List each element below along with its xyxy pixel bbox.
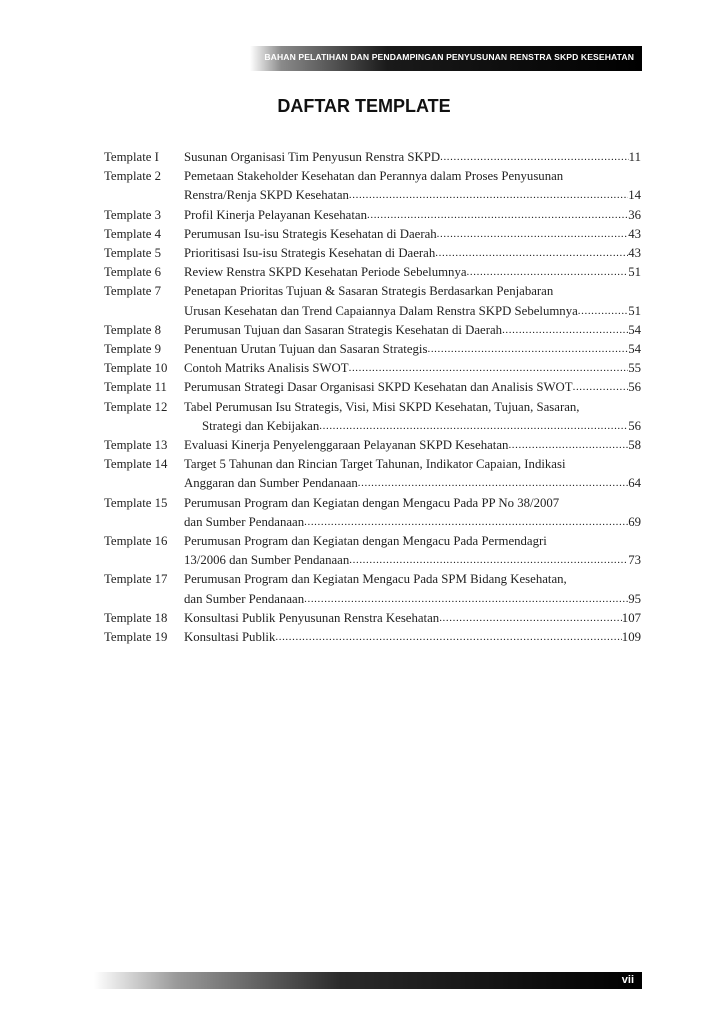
toc-entry[interactable]: [104, 263, 641, 282]
page-title: DAFTAR TEMPLATE: [277, 96, 451, 116]
title-line: Perumusan Tujuan dan Sasaran Strategis Kesehatan di Daerah: [184, 322, 503, 337]
title-line: Perumusan Strategi Dasar Organisasi SKPD Kesehatan dan Analisis SWOT: [184, 380, 573, 395]
template-number: Template 5: [104, 246, 162, 261]
toc-entry[interactable]: [104, 436, 641, 455]
template-number: Template 18: [104, 610, 168, 625]
dot-leader: [437, 225, 629, 244]
toc-entry[interactable]: [104, 628, 641, 647]
toc-entry[interactable]: [104, 359, 641, 378]
page-ref: 51: [628, 265, 641, 280]
dot-leader: [427, 340, 628, 359]
title-line: Konsultasi Publik: [184, 630, 276, 645]
template-title: [184, 206, 641, 225]
template-title: [184, 532, 641, 570]
template-number: Template I: [104, 150, 159, 164]
page-ref: 51: [628, 303, 641, 318]
template-number: Template 12: [104, 399, 168, 414]
page-ref: 107: [621, 610, 641, 625]
template-title: [184, 378, 641, 397]
template-title: [184, 167, 641, 205]
dot-leader: [304, 590, 628, 609]
toc-entry[interactable]: [104, 494, 641, 532]
page-ref: 69: [628, 514, 641, 529]
toc-entry[interactable]: [104, 167, 641, 205]
toc-entry[interactable]: [104, 378, 641, 397]
template-number: Template 13: [104, 438, 168, 453]
template-title: [184, 570, 641, 608]
title-line: dan Sumber Pendanaan: [184, 514, 305, 529]
template-number: Template 7: [104, 284, 162, 299]
toc-entry[interactable]: [104, 206, 641, 225]
toc-entry[interactable]: [104, 532, 641, 570]
dot-leader: [275, 628, 621, 647]
title-line: Strategi dan Kebijakan: [202, 418, 320, 433]
page-ref: 14: [628, 188, 641, 203]
template-number: Template 16: [104, 534, 168, 549]
template-title: [184, 609, 641, 628]
footer-bar: [94, 972, 642, 989]
template-title: [184, 321, 641, 340]
dot-leader: [367, 206, 628, 225]
dot-leader: [508, 436, 628, 455]
title-line: Target 5 Tahunan dan Rincian Target Tahunan, Indikator Capaian, Indikasi: [184, 457, 566, 472]
page-ref: 54: [628, 322, 641, 337]
template-title: [184, 628, 641, 647]
title-line: Review Renstra SKPD Kesehatan Periode Sebelumnya: [184, 265, 467, 280]
page-ref: 43: [628, 226, 641, 241]
title-line: Konsultasi Publik Penyusunan Renstra Kesehatan: [184, 610, 440, 625]
template-number: Template 19: [104, 630, 168, 645]
toc-entry[interactable]: [104, 340, 641, 359]
template-title: [184, 455, 641, 493]
dot-leader: [349, 186, 628, 205]
page-ref: 56: [628, 418, 641, 433]
template-title: [184, 359, 641, 378]
title-line: Evaluasi Kinerja Penyelenggaraan Pelayanan SKPD Kesehatan: [184, 438, 509, 453]
template-number: Template 10: [104, 361, 168, 376]
template-number: Template 6: [104, 265, 162, 280]
page-ref: 36: [628, 207, 641, 222]
dot-leader: [467, 263, 629, 282]
template-title: [184, 225, 641, 244]
template-title: [184, 494, 641, 532]
page-ref: 54: [628, 342, 641, 357]
toc-entry[interactable]: [104, 225, 641, 244]
page-ref: 64: [628, 476, 641, 491]
dot-leader: [319, 417, 628, 436]
title-line: Prioritisasi Isu-isu Strategis Kesehatan di Daerah: [184, 246, 436, 261]
template-number: Template 17: [104, 572, 168, 587]
page-ref: 58: [628, 438, 641, 453]
title-line: Perumusan Isu-isu Strategis Kesehatan di Daerah: [184, 226, 437, 241]
toc-entry[interactable]: [104, 282, 641, 320]
running-header: BAHAN PELATIHAN DAN PENDAMPINGAN PENYUSUNAN RENSTRA SKPD KESEHATAN: [264, 52, 634, 62]
title-line: Renstra/Renja SKPD Kesehatan: [184, 188, 349, 203]
title-line: Susunan Organisasi Tim Penyusun Renstra SKPD: [184, 150, 441, 164]
template-title: [184, 148, 641, 167]
template-number: Template 15: [104, 495, 168, 510]
title-line: Perumusan Program dan Kegiatan dengan Mengacu Pada Permendagri: [184, 534, 547, 549]
title-line: Profil Kinerja Pelayanan Kesehatan: [184, 207, 367, 222]
title-line: Perumusan Program dan Kegiatan dengan Mengacu Pada PP No 38/2007: [184, 495, 560, 510]
dot-leader: [304, 513, 628, 532]
dot-leader: [358, 474, 628, 493]
template-number: Template 11: [104, 380, 167, 395]
toc-entry[interactable]: [104, 455, 641, 493]
toc-entry[interactable]: [104, 321, 641, 340]
template-title: [184, 263, 641, 282]
dot-leader: [573, 378, 629, 397]
title-line: Pemetaan Stakeholder Kesehatan dan Perannya dalam Proses Penyusunan: [184, 169, 564, 184]
dot-leader: [440, 148, 629, 167]
page-ref: 11: [628, 150, 641, 164]
template-number: Template 4: [104, 226, 162, 241]
template-number: Template 9: [104, 342, 162, 357]
title-line: Tabel Perumusan Isu Strategis, Visi, Misi SKPD Kesehatan, Tujuan, Sasaran,: [184, 399, 580, 414]
template-title: [184, 398, 641, 436]
title-line: Penentuan Urutan Tujuan dan Sasaran Strategis: [184, 342, 428, 357]
page-ref: 73: [628, 553, 641, 568]
title-line: Perumusan Program dan Kegiatan Mengacu Pada SPM Bidang Kesehatan,: [184, 572, 567, 587]
page-ref: 95: [628, 591, 641, 606]
template-number: Template 8: [104, 322, 162, 337]
toc-entry[interactable]: [104, 148, 641, 167]
template-title: [184, 244, 641, 263]
title-line: Anggaran dan Sumber Pendanaan: [184, 476, 358, 491]
page-ref: 43: [628, 246, 641, 261]
page-number: vii: [621, 974, 634, 986]
title-line: 13/2006 dan Sumber Pendanaan: [184, 553, 350, 568]
header-bar: [250, 46, 642, 71]
toc-entry[interactable]: [104, 398, 641, 436]
template-number: Template 14: [104, 457, 168, 472]
dot-leader: [578, 302, 628, 321]
template-title: [184, 340, 641, 359]
template-title: [184, 282, 641, 320]
title-line: Contoh Matriks Analisis SWOT: [184, 361, 349, 376]
template-number: Template 3: [104, 207, 162, 222]
table-of-contents: [104, 148, 641, 647]
dot-leader: [435, 244, 628, 263]
page-ref: 55: [628, 361, 641, 376]
title-line: dan Sumber Pendanaan: [184, 591, 305, 606]
toc-entry[interactable]: [104, 609, 641, 628]
toc-entry[interactable]: [104, 570, 641, 608]
dot-leader: [349, 359, 629, 378]
title-line: Urusan Kesehatan dan Trend Capaiannya Dalam Renstra SKPD Sebelumnya: [184, 303, 578, 318]
toc-entry[interactable]: [104, 244, 641, 263]
dot-leader: [502, 321, 628, 340]
title-line: Penetapan Prioritas Tujuan & Sasaran Strategis Berdasarkan Penjabaran: [184, 284, 554, 299]
page-ref: 56: [628, 380, 641, 395]
template-number: Template 2: [104, 169, 162, 184]
template-title: [184, 436, 641, 455]
dot-leader: [439, 609, 622, 628]
dot-leader: [349, 551, 628, 570]
page-ref: 109: [621, 630, 641, 645]
